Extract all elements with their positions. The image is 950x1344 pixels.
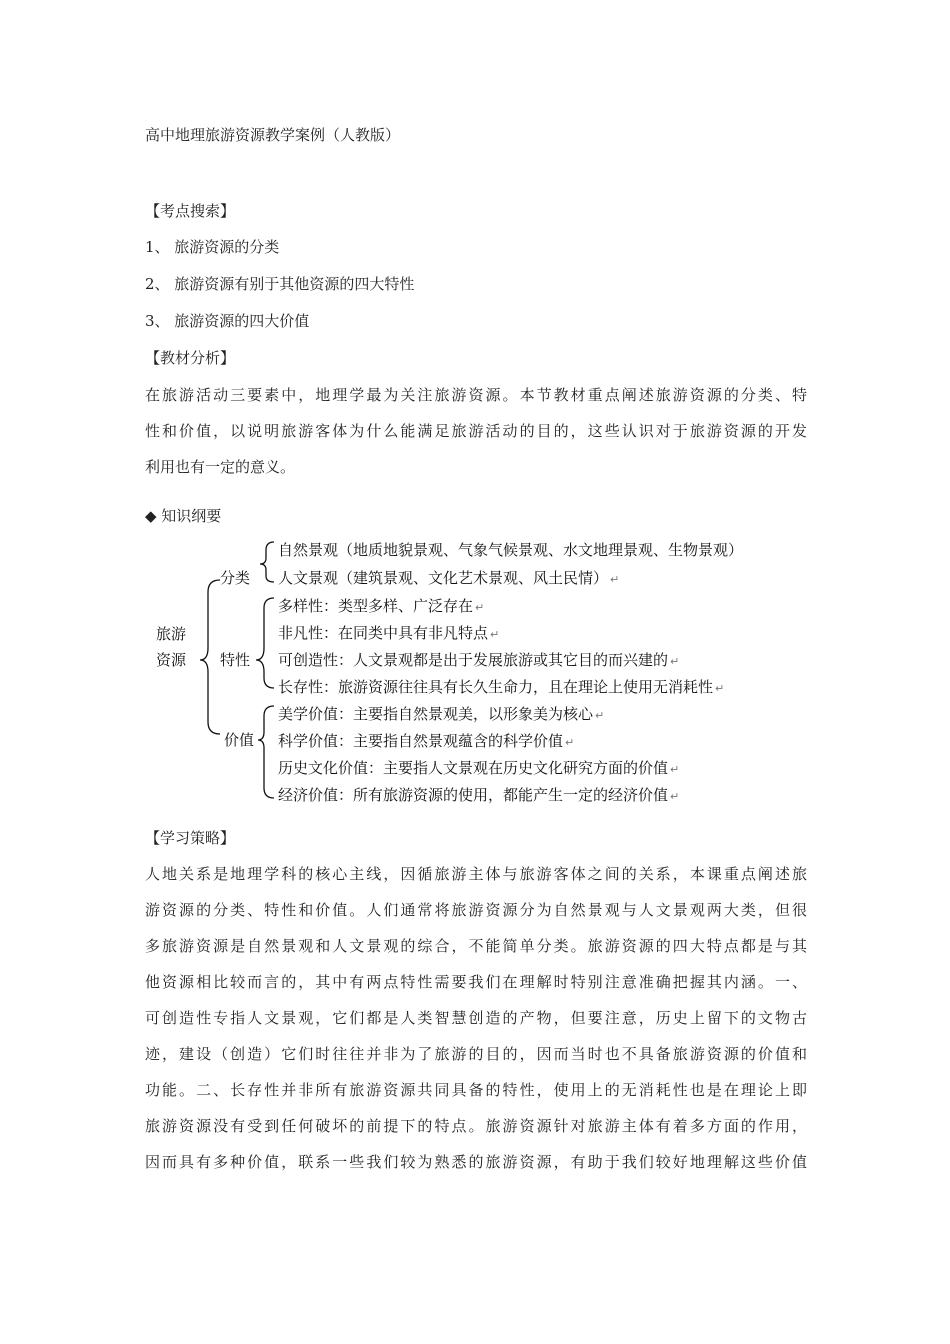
return-mark: ↵: [670, 655, 680, 668]
section-heading-zhishi: ◆ 知识纲要: [145, 507, 222, 525]
kaodian-item: 2、 旅游资源有别于其他资源的四大特性: [145, 275, 415, 293]
diagram-item: 美学价值：主要指自然景观美，以形象美为核心 ↵: [278, 705, 605, 723]
return-mark: ↵: [610, 573, 620, 586]
diagram-item: 长存性：旅游资源往往具有长久生命力，且在理论上使用无消耗性 ↵: [278, 678, 725, 696]
diagram-item: 经济价值：所有旅游资源的使用，都能产生一定的经济价值 ↵: [278, 786, 680, 804]
group-label-fenlei: 分类: [220, 569, 251, 587]
diagram-item: 多样性：类型多样、广泛存在 ↵: [278, 597, 485, 615]
paragraph-line: 功能。二、长存性并非所有旅游资源共同具备的特性，使用上的无消耗性也是在理论上即: [145, 1081, 807, 1099]
paragraph-line: 利用也有一定的意义。: [145, 458, 296, 476]
diagram-item: 人文景观（建筑景观、文化艺术景观、风土民情） ↵: [278, 569, 620, 587]
jiaocai-paragraph: [145, 385, 807, 493]
paragraph-line: 迹，建设（创造）它们时往往并非为了旅游的目的，因而当时也不具备旅游资源的价值和: [145, 1045, 807, 1063]
return-mark: ↵: [715, 682, 725, 695]
paragraph-line: 可创造性专指人文景观，它们都是人类智慧创造的产物，但要注意，历史上留下的文物古: [145, 1009, 807, 1027]
kaodian-item: 1、 旅游资源的分类: [145, 238, 280, 256]
xuexi-paragraph: [145, 864, 807, 1188]
return-mark: ↵: [475, 601, 485, 614]
group-brace: [260, 542, 274, 582]
root-brace: [200, 580, 220, 734]
group-brace: [258, 706, 274, 798]
paragraph-line: 他资源相比较而言的，其中有两点特性需要我们在理解时特别注意准确把握其内涵。一、: [145, 973, 807, 991]
diagram-item: 可创造性：人文景观都是出于发展旅游或其它目的而兴建的 ↵: [278, 651, 680, 669]
return-mark: ↵: [490, 628, 500, 641]
document-title: 高中地理旅游资源教学案例（人教版）: [145, 126, 401, 144]
group-label-texing: 特性: [220, 651, 251, 669]
root-label: 旅游: [156, 625, 187, 643]
diagram-item: 科学价值：主要指自然景观蕴含的科学价值 ↵: [278, 732, 575, 750]
section-heading-xuexi: 【学习策略】: [145, 829, 236, 847]
paragraph-line: 旅游资源没有受到任何破坏的前提下的特点。旅游资源针对旅游主体有着多方面的作用，: [145, 1117, 807, 1135]
paragraph-line: 性和价值，以说明旅游客体为什么能满足旅游活动的目的，这些认识对于旅游资源的开发: [145, 422, 807, 440]
diagram-item: 自然景观（地质地貌景观、气象气候景观、水文地理景观、生物景观）: [278, 541, 744, 559]
paragraph-line: 多旅游资源是自然景观和人文景观的综合，不能简单分类。旅游资源的四大特点都是与其: [145, 937, 807, 955]
paragraph-line: 在旅游活动三要素中，地理学最为关注旅游资源。本节教材重点阐述旅游资源的分类、特: [145, 386, 807, 404]
section-heading-jiaocai: 【教材分析】: [145, 349, 236, 367]
group-brace: [256, 598, 274, 688]
kaodian-item: 3、 旅游资源的四大价值: [145, 312, 310, 330]
return-mark: ↵: [565, 736, 575, 749]
diagram-item: 非凡性：在同类中具有非凡特点 ↵: [278, 624, 500, 642]
section-heading-kaodian: 【考点搜索】: [145, 202, 236, 220]
return-mark: ↵: [595, 709, 605, 722]
group-label-jiazhi: 价值: [224, 731, 255, 749]
return-mark: ↵: [670, 790, 680, 803]
root-label: 资源: [156, 651, 187, 669]
paragraph-line: 因而具有多种价值，联系一些我们较为熟悉的旅游资源，有助于我们较好地理解这些价值: [145, 1153, 807, 1171]
paragraph-line: 人地关系是地理学科的核心主线，因循旅游主体与旅游客体之间的关系，本课重点阐述旅: [145, 865, 807, 883]
return-mark: ↵: [670, 763, 680, 776]
diagram-item: 历史文化价值：主要指人文景观在历史文化研究方面的价值 ↵: [278, 759, 680, 777]
knowledge-outline-diagram: [150, 536, 810, 816]
paragraph-line: 游资源的分类、特性和价值。人们通常将旅游资源分为自然景观与人文景观两大类，但很: [145, 901, 807, 919]
